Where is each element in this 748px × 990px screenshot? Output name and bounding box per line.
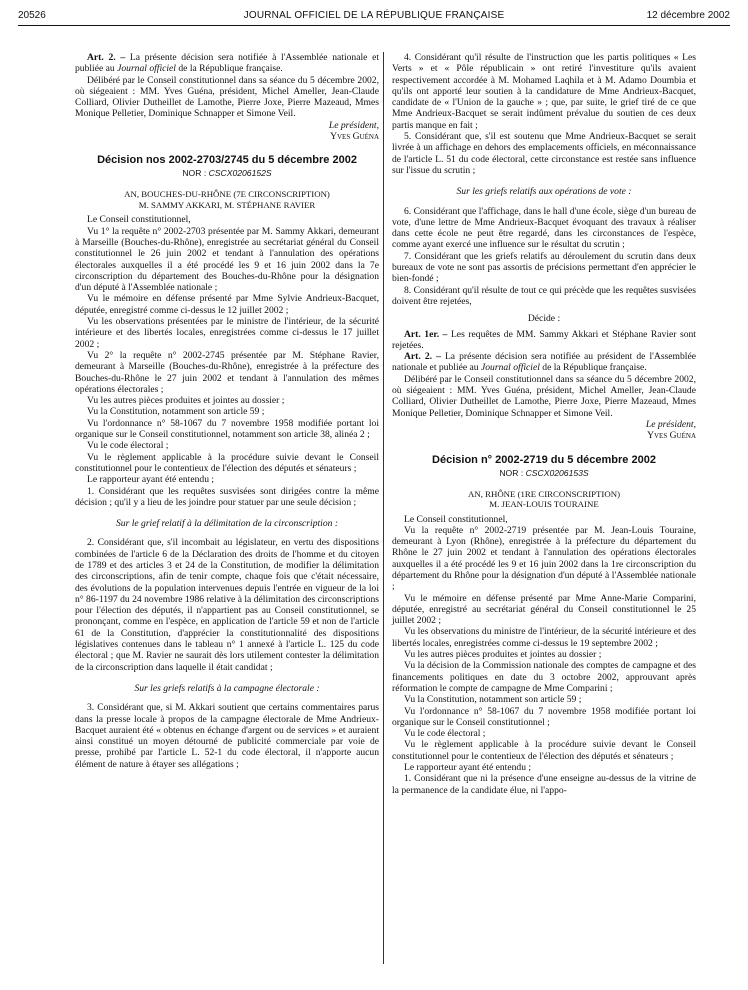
paragraph: 3. Considérant que, si M. Akkari soutient que certains commentaires parus dans la presse locale à propos de la campagne électorale de Mme Andrieux-Bacquet auraient été « obtenus en échange d'argent ou de services » et auraient ainsi constitué un moyen détourné de publicité commerciale par voie de presse, prohibé par l'article L. 52-1 du code électoral, il n'apporte aucun élément de nature à étayer ses allégations ; [75,702,379,770]
paragraph: Vu le mémoire en défense présenté par Mme Anne-Marie Comparini, députée, enregistré au secrétariat général du Conseil constitutionnel le 25 juillet 2002 ; [392,592,696,627]
paragraph: Vu 1° la requête n° 2002-2703 présentée par M. Sammy Akkari, demeurant à Marseille (Bouches-du-Rhône), enregistrée au secrétariat général du Conseil constitutionnel le 26 juin 2002 et tendant à l'annulation des opérations électorales auxquelles il a été procédé les 9 et 16 juin 2002 dans la 7e circonscription du département des Bouches-du-Rhône pour la désignation d'un député à l'Assemblée nationale ; [75,225,379,294]
delibere-paragraph: Délibéré par le Conseil constitutionnel dans sa séance du 5 décembre 2002, où siégeaient : MM. Yves Guéna, président, Michel Ameller, Jean-Claude Colliard, Olivier Dutheillet de Lamothe, Pierre Joxe, Pierre Mazeaud, Mmes Monique Pelletier, Dominique Schnapper et Simone Veil. [75,74,379,120]
signature-title: Le président, [645,418,696,430]
paragraph: Vu le code électoral ; [404,728,486,740]
paragraph: 8. Considérant qu'il résulte de tout ce qui précède que les requêtes susvisées doivent être rejetées, [392,284,696,307]
caption-constituency: AN, BOUCHES-DU-RHÔNE (7E CIRCONSCRIPTION) [124,189,330,200]
paragraph: Le Conseil constitutionnel, [404,513,508,525]
paragraph: Vu 2° la requête n° 2002-2745 présentée par M. Stéphane Ravier, demeurant à Marseille (Bouches-du-Rhône), enregistrée à la préfecture des Bouches-du-Rhône le 27 juin 2002 et tendant à l'annulation des mêmes opérations électorales ; [75,349,379,395]
paragraph: Vu l'ordonnance n° 58-1067 du 7 novembre 1958 modifiée portant loi organique sur le Conseil constitutionnel, notamment son article 38, alinéa 2 ; [75,417,379,441]
article-2: Art. 2. – La présente décision sera notifiée au président de l'Assemblée nationale et publiée au Journal officiel de la République française. [392,351,696,374]
header-rule [18,25,730,26]
column-divider [383,52,384,964]
paragraph: Vu les autres pièces produites et jointes au dossier ; [87,395,285,407]
paragraph: Vu l'ordonnance n° 58-1067 du 7 novembre 1958 modifiée portant loi organique sur le Conseil constitutionnel ; [392,705,696,728]
delibere-paragraph: Délibéré par le Conseil constitutionnel dans sa séance du 5 décembre 2002, où siégeaient : MM. Yves Guéna, président, Michel Ameller, Jean-Claude Colliard, Olivier Dutheillet de Lamothe, Pierre Joxe, Pierre Mazeaud, Mmes Monique Pelletier, Dominique Schnapper et Simone Veil. [392,373,696,419]
paragraph: 1. Considérant que ni la présence d'une enseigne au-dessus de la vitrine de la permanence de la candidate élue, ni l'appo- [392,773,696,796]
issue-date: 12 décembre 2002 [646,10,730,21]
signature-block [75,120,379,143]
paragraph: Vu le règlement applicable à la procédure suivie devant le Conseil constitutionnel pour le contentieux de l'élection des députés et sénateurs ; [392,739,696,762]
paragraph: 4. Considérant qu'il résulte de l'instruction que les partis politiques « Les Verts » et « Pôle républicain » ont retiré l'investiture qu'ils avaient respectivement accordée à M. Mohamed Laqhila et à M. Adamo Doumbia et qu'ils ont apporté leur soutien à la candidature de Mme Andrieux-Bacquet, candidate de « l'Union de la gauche » ; que, par suite, le grief tiré de ce que Mme Andrieux-Bacquet se serait indûment prévalue du soutien de ces deux partis manque en fait ; [392,52,696,131]
paragraph: 7. Considérant que les griefs relatifs au déroulement du scrutin dans deux bureaux de vote ne sont pas assortis de précisions permettant d'en apprécier le bien-fondé ; [392,250,696,285]
section-heading: Sur le grief relatif à la délimitation de la circonscription : [115,518,339,530]
case-caption [392,489,696,510]
paragraph: Vu le mémoire en défense présenté par Mme Sylvie Andrieux-Bacquet, députée, enregistré comme ci-dessus le 12 juillet 2002 ; [75,293,379,316]
paragraph: Le rapporteur ayant été entendu ; [87,474,215,486]
paragraph: 6. Considérant que l'affichage, dans le hall d'une école, siège d'un bureau de vote, d'une lettre de Mme Andrieux-Bacquet évoquant des travaux à réaliser dans cette école ne peut être regardé, dans les circonstances de l'espèce, comme ayant exercé une influence sur le résultat du scrutin ; [392,205,696,251]
signature-name: Yves Guéna [330,131,379,143]
paragraph: Vu la décision de la Commission nationale des comptes de campagne et des financements politiques en date du 3 octobre 2002, approuvant après réformation le compte de campagne de Mme Comparini ; [392,660,696,694]
left-column [75,52,379,770]
paragraph: Le rapporteur ayant été entendu ; [404,762,532,774]
page-number: 20526 [18,10,46,21]
paragraph: 5. Considérant que, s'il est soutenu que Mme Andrieux-Bacquet se serait livrée à un affichage en dehors des emplacements officiels, en méconnaissance de l'article L. 51 du code électoral, cette circonstance est restée sans influence sur l'issue du scrutin ; [392,131,696,176]
page-header [18,4,730,28]
right-column [392,52,696,796]
journal-title: JOURNAL OFFICIEL DE LA RÉPUBLIQUE FRANÇAISE [243,10,505,21]
caption-parties: M. JEAN-LOUIS TOURAINE [489,499,599,509]
nor-reference: NOR : CSCX0206152S [182,168,272,179]
paragraph: Vu les autres pièces produites et jointes au dossier ; [404,649,602,661]
signature-name: Yves Guéna [647,430,696,442]
paragraph: Vu les observations du ministre de l'intérieur, de la sécurité intérieure et des libertés locales, enregistrées comme ci-dessus le 19 septembre 2002 ; [392,626,696,649]
section-heading: Sur les griefs relatifs à la campagne électorale : [134,682,320,694]
article-2: Art. 2. – La présente décision sera notifiée à l'Assemblée nationale et publiée au Journal officiel de la République française. [75,52,379,75]
decide-heading: Décide : [527,313,561,325]
signature-title: Le président, [328,119,379,131]
signature-block [392,419,696,442]
paragraph: 2. Considérant que, s'il incombait au législateur, en vertu des dispositions combinées de l'article 6 de la Déclaration des droits de l'homme et du citoyen de 1789 et des articles 3 et 24 de la Constitution, de modifier la délimitation des circonscriptions, afin de tenir compte, chaque fois que c'était nécessaire, des évolutions de la population intervenues depuis l'entrée en vigueur de la loi n° 86-1197 du 24 novembre 1986 relative à la délimitation des circonscriptions pour l'élection des députés, il n'appartient pas au Conseil constitutionnel, se prononçant, comme en l'espèce, en application de l'article 59 et non de l'article 61 de la Constitution, d'apprécier la constitutionnalité des dispositions législatives contenues dans le tableau n° 1 annexé à l'article L. 125 du code électoral ; que M. Ravier ne saurait dès lors utilement contester la délimitation de la circonscription dans laquelle il était candidat ; [75,537,379,673]
decision-title: Décision n° 2002-2719 du 5 décembre 2002 [432,453,656,466]
paragraph: Le Conseil constitutionnel, [87,214,191,226]
article-1: Art. 1er. – Les requêtes de MM. Sammy Akkari et Stéphane Ravier sont rejetées. [392,328,696,351]
caption-parties: M. SAMMY AKKARI, M. STÉPHANE RAVIER [138,199,316,210]
paragraph: Vu la Constitution, notamment son article 59 ; [404,694,582,706]
paragraph: Vu le code électoral ; [87,440,169,452]
case-caption [75,189,379,210]
paragraph: Vu les observations présentées par le ministre de l'intérieur, de la sécurité intérieure et des libertés locales, enregistrées comme ci-dessus le 17 juillet 2002 ; [75,316,379,350]
paragraph: Vu le règlement applicable à la procédure suivie devant le Conseil constitutionnel pour le contentieux de l'élection des députés et sénateurs ; [75,451,379,474]
section-heading: Sur les griefs relatifs aux opérations de vote : [456,186,632,198]
nor-reference: NOR : CSCX0206153S [499,467,589,478]
paragraph: Vu la Constitution, notamment son article 59 ; [87,406,265,418]
caption-constituency: AN, RHÔNE (1RE CIRCONSCRIPTION) [468,488,620,499]
paragraph: 1. Considérant que les requêtes susvisées sont dirigées contre la même décision ; qu'il y a lieu de les joindre pour statuer par une seule décision ; [75,485,379,508]
paragraph: Vu la requête n° 2002-2719 présentée par M. Jean-Louis Touraine, demeurant à Lyon (Rhône), enregistrée à la préfecture du département du Rhône le 27 juin 2002 et tendant à l'annulation des opérations électorales auxquelles il a été procédé les 9 et 16 juin 2002 dans la 1re circonscription du département du Rhône pour la désignation d'un député à l'Assemblée nationale ; [392,524,696,593]
decision-title: Décision nos 2002-2703/2745 du 5 décembre 2002 [97,154,357,167]
